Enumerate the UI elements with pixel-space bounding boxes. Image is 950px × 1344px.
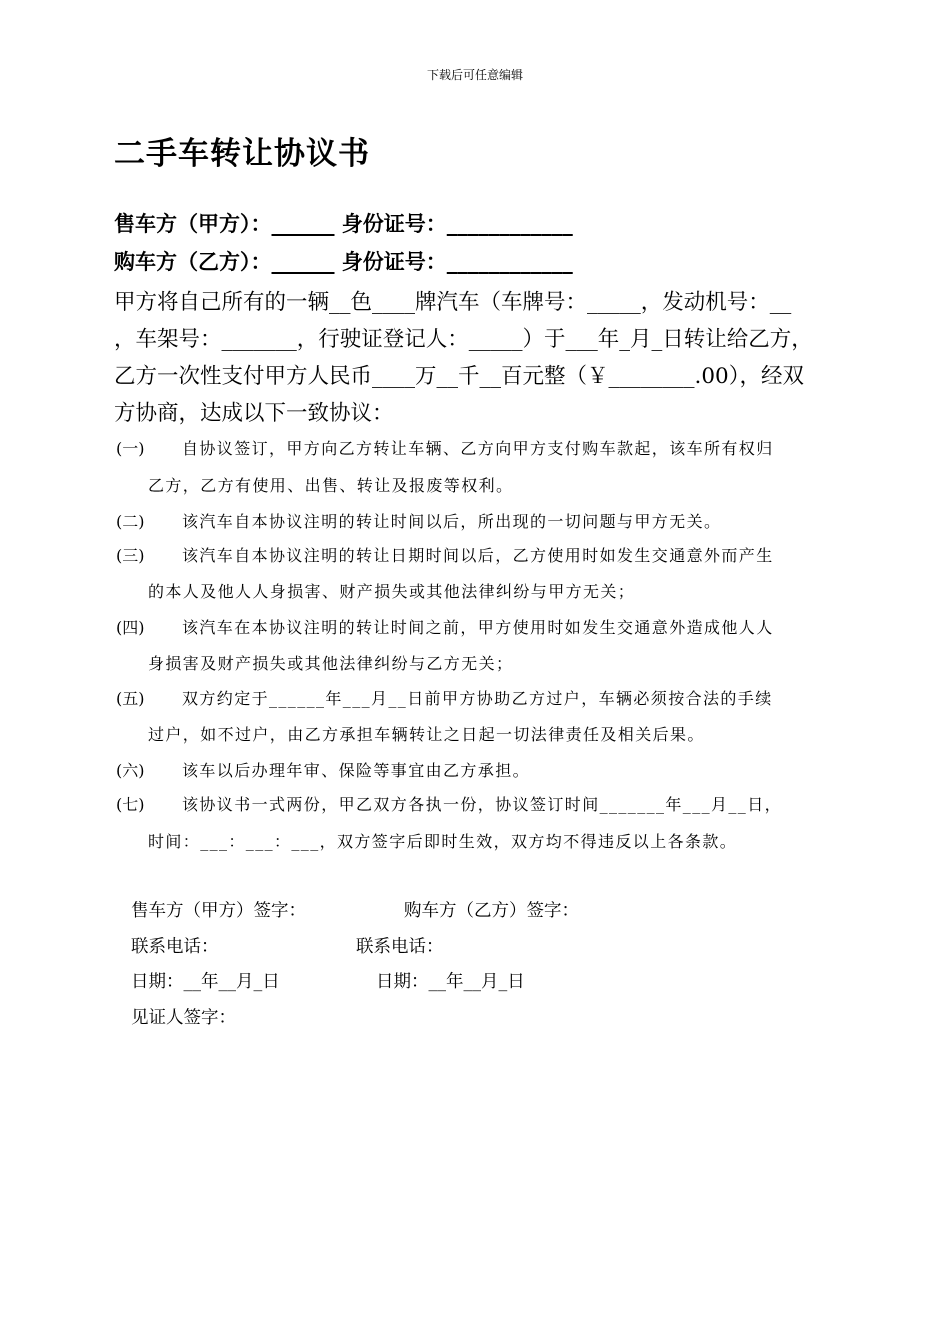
- seller-phone-label: 联系电话：: [131, 937, 219, 957]
- clause-text: 该协议书一式两份，甲乙双方各执一份，协议签订时间_______年___月__日，: [182, 795, 783, 814]
- buyer-signature-label: 购车方（乙方）签字：: [404, 901, 579, 921]
- intro-line: ，车架号：_______，行驶证登记人：_____）于___年_月_日转让给乙方，: [114, 327, 813, 352]
- clause-number: (二): [116, 512, 145, 531]
- witness-signature-label: 见证人签字：: [131, 1008, 236, 1028]
- page-header-note: 下载后可任意编辑: [426, 68, 523, 82]
- intro-line: 甲方将自己所有的一辆__色____牌汽车（车牌号：_____，发动机号：__: [114, 290, 792, 315]
- clause-text: 时间：___：___：___，双方签字后即时生效，双方均不得违反以上各条款。: [148, 832, 738, 851]
- clause-text: 该汽车在本协议注明的转让时间之前，甲方使用时如发生交通意外造成他人人: [182, 618, 774, 637]
- clause-text: 的本人及他人人身损害、财产损失或其他法律纠纷与甲方无关；: [148, 582, 636, 601]
- seller-date-label: 日期：__年__月_日: [131, 972, 280, 992]
- clause-text: 自协议签订，甲方向乙方转让车辆、乙方向甲方支付购车款起，该车所有权归: [182, 439, 774, 458]
- clause-number: (六): [116, 761, 145, 780]
- clause-number: (四): [116, 618, 145, 637]
- clause-text: 该汽车自本协议注明的转让时间以后，所出现的一切问题与甲方无关。: [182, 512, 722, 531]
- document-title: 二手车转让协议书: [114, 136, 370, 172]
- clause-text: 身损害及财产损失或其他法律纠纷与乙方无关；: [148, 654, 514, 673]
- clause-text: 过户，如不过户，由乙方承担车辆转让之日起一切法律责任及相关后果。: [148, 725, 705, 744]
- clause-number: (五): [116, 689, 145, 708]
- clause-text: 乙方，乙方有使用、出售、转让及报废等权利。: [148, 476, 514, 495]
- buyer-date-label: 日期：__年__月_日: [376, 972, 525, 992]
- seller-signature-label: 售车方（甲方）签字：: [131, 901, 306, 921]
- clause-number: (一): [116, 439, 145, 458]
- intro-line: 乙方一次性支付甲方人民币____万__千__百元整（￥________.00），经双: [114, 364, 804, 389]
- clause-text: 双方约定于______年___月__日前甲方协助乙方过户，车辆必须按合法的手续: [182, 689, 773, 708]
- intro-line: 方协商，达成以下一致协议：: [114, 401, 394, 426]
- clause-number: (七): [116, 795, 145, 814]
- clause-text: 该汽车自本协议注明的转让日期时间以后，乙方使用时如发生交通意外而产生: [182, 546, 774, 565]
- seller-party-line: 售车方（甲方）：______ 身份证号：____________: [114, 212, 573, 236]
- buyer-party-line: 购车方（乙方）：______ 身份证号：____________: [114, 250, 573, 274]
- clause-text: 该车以后办理年审、保险等事宜由乙方承担。: [182, 761, 531, 780]
- buyer-phone-label: 联系电话：: [356, 937, 444, 957]
- clause-number: (三): [116, 546, 145, 565]
